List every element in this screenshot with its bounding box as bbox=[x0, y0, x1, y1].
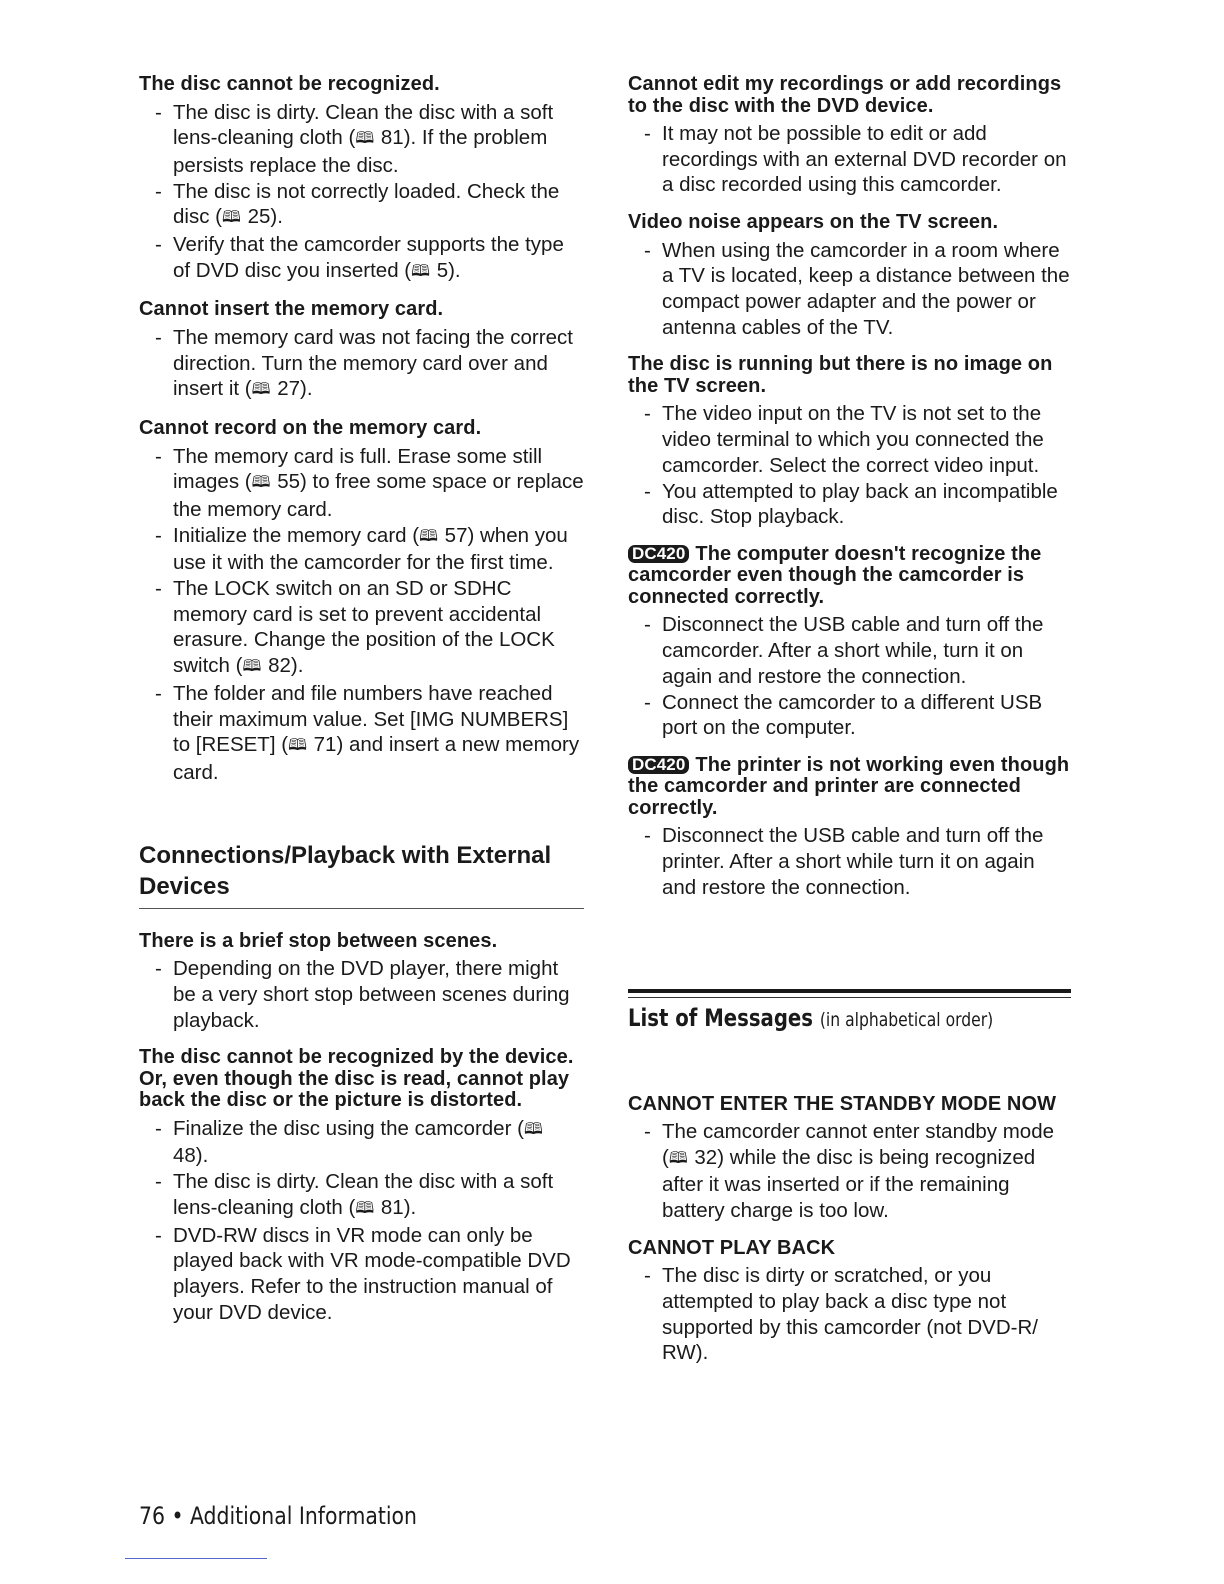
book-reference-icon: 🕮 bbox=[288, 737, 307, 755]
messages-title: List of Messages bbox=[628, 1003, 813, 1032]
problem-title: Cannot insert the memory card. bbox=[139, 298, 444, 321]
problem-list bbox=[139, 931, 584, 1326]
bullet-dash: - bbox=[155, 233, 162, 257]
problem-title: Cannot record on the memory card. bbox=[139, 417, 482, 440]
messages-heading bbox=[628, 1004, 993, 1032]
book-reference-icon: 🕮 bbox=[411, 262, 430, 280]
fix-item: - The LOCK switch on an SD or SDHC memory card is set to prevent accidental erasure. Change the position of the LOCK switch (🕮 82). bbox=[155, 577, 555, 678]
bullet-dash: - bbox=[155, 1170, 162, 1194]
messages-section bbox=[628, 989, 1073, 1367]
fix-list bbox=[628, 1119, 1073, 1224]
right-column bbox=[628, 74, 1073, 1380]
fix-list bbox=[628, 121, 1073, 198]
thin-divider bbox=[628, 997, 1071, 998]
thick-divider bbox=[628, 989, 1071, 993]
bullet-dash: - bbox=[155, 100, 162, 124]
fix-item: - The memory card was not facing the correct direction. Turn the memory card over and insert it (🕮 27). bbox=[155, 325, 573, 401]
book-reference-icon: 🕮 bbox=[242, 658, 262, 676]
fix-item: - Connect the camcorder to a different USB port on the computer. bbox=[644, 690, 1043, 740]
fix-item: - Initialize the memory card (🕮 57) when you use it with the camcorder for the first time. bbox=[155, 523, 568, 575]
problem-block bbox=[628, 212, 1073, 340]
fix-item: - Verify that the camcorder supports the type of DVD disc you inserted (🕮 5). bbox=[155, 233, 564, 282]
fix-item: - The memory card is full. Erase some still images (🕮 55) to free some space or replace the memory card. bbox=[155, 444, 584, 521]
problem-block bbox=[139, 299, 584, 404]
bullet-dash: - bbox=[644, 122, 651, 145]
bullet-dash: - bbox=[155, 523, 162, 547]
bullet-dash: - bbox=[644, 690, 651, 714]
fix-item: - Finalize the disc using the camcorder (🕮 48). bbox=[155, 1116, 543, 1168]
book-reference-icon: 🕮 bbox=[355, 130, 375, 148]
problem-block bbox=[628, 1238, 1073, 1366]
problem-block bbox=[139, 931, 584, 1034]
section-heading: Connections/Playback with External Devices bbox=[139, 841, 552, 900]
bullet-dash: - bbox=[155, 681, 162, 705]
fix-item: - The video input on the TV is not set to the video terminal to which you connected the camcorder. Select the correct video input. bbox=[644, 402, 1044, 477]
fix-item: - Depending on the DVD player, there might be a very short stop between scenes during playback. bbox=[155, 957, 570, 1032]
problem-title: DC420 The computer doesn't recognize the camcorder even though the camcorder is connected correctly. bbox=[628, 542, 1042, 608]
bullet-dash: - bbox=[155, 1223, 162, 1247]
book-reference-icon: 🕮 bbox=[355, 1199, 375, 1217]
model-badge: DC420 bbox=[628, 756, 689, 774]
fix-list bbox=[628, 238, 1073, 341]
message-title: CANNOT PLAY BACK bbox=[628, 1236, 836, 1259]
problem-title: There is a brief stop between scenes. bbox=[139, 929, 498, 952]
problem-block bbox=[628, 1094, 1073, 1224]
fix-item: - It may not be possible to edit or add recordings with an external DVD recorder on a disc recorded using this camcorder. bbox=[644, 122, 1067, 197]
bullet-dash: - bbox=[155, 325, 162, 349]
problem-block bbox=[139, 74, 584, 285]
fix-item: - DVD-RW discs in VR mode can only be played back with VR mode-compatible DVD players. Refer to the instruction manual of your DVD device. bbox=[155, 1223, 571, 1324]
fix-item: - The disc is dirty. Clean the disc with a soft lens-cleaning cloth (🕮 81). bbox=[155, 1170, 554, 1219]
bullet-dash: - bbox=[644, 824, 651, 848]
bullet-dash: - bbox=[644, 1120, 651, 1144]
problem-block bbox=[139, 1047, 584, 1325]
bullet-dash: - bbox=[644, 238, 651, 262]
problem-block bbox=[628, 74, 1073, 198]
model-badge: DC420 bbox=[628, 545, 689, 563]
page-footer: 76 • Additional Information bbox=[139, 1502, 417, 1530]
book-reference-icon: 🕮 bbox=[251, 381, 271, 399]
fix-list bbox=[139, 325, 584, 404]
fix-item: - When using the camcorder in a room where a TV is located, keep a distance between the compact power adapter and the power or antenna cables of the TV. bbox=[644, 238, 1070, 339]
bullet-dash: - bbox=[155, 179, 162, 203]
fix-list bbox=[628, 612, 1073, 741]
fix-item: - The disc is dirty. Clean the disc with a soft lens-cleaning cloth (🕮 81). If the problem persists replace the disc. bbox=[155, 100, 554, 177]
problem-block bbox=[628, 544, 1073, 741]
fix-list bbox=[628, 1263, 1073, 1366]
bullet-dash: - bbox=[644, 1264, 651, 1288]
book-reference-icon: 🕮 bbox=[221, 209, 241, 227]
fix-item: - Disconnect the USB cable and turn off the printer. After a short while turn it on again and restore the connection. bbox=[644, 824, 1044, 899]
fix-list bbox=[139, 1116, 584, 1326]
fix-item: - The disc is dirty or scratched, or you attempted to play back a disc type not supported by this camcorder (not DVD-R/ RW). bbox=[644, 1264, 1038, 1365]
fix-list bbox=[139, 100, 584, 286]
problem-list bbox=[628, 74, 1073, 901]
problem-title: The disc cannot be recognized by the device. Or, even though the disc is read, cannot play back the disc or the picture is distorted. bbox=[139, 1046, 574, 1112]
fix-item: - The folder and file numbers have reached their maximum value. Set [IMG NUMBERS] to [RESET] (🕮 71) and insert a new memory card. bbox=[155, 681, 580, 784]
fix-item: - The disc is not correctly loaded. Check the disc (🕮 25). bbox=[155, 179, 560, 229]
bullet-dash: - bbox=[155, 957, 162, 981]
fix-item: - You attempted to play back an incompatible disc. Stop playback. bbox=[644, 479, 1058, 529]
problem-title: The disc cannot be recognized. bbox=[139, 73, 440, 95]
message-list bbox=[628, 1094, 1073, 1367]
bullet-dash: - bbox=[155, 444, 162, 468]
section-divider bbox=[139, 908, 584, 909]
bullet-dash: - bbox=[644, 402, 651, 426]
problem-title: Video noise appears on the TV screen. bbox=[628, 211, 999, 234]
problem-block bbox=[139, 418, 584, 786]
problem-list bbox=[139, 74, 584, 786]
problem-block bbox=[628, 755, 1073, 901]
book-reference-icon: 🕮 bbox=[668, 1149, 688, 1167]
fix-item: - Disconnect the USB cable and turn off the camcorder. After a short while, turn it on again and restore the connection. bbox=[644, 613, 1044, 688]
message-title: CANNOT ENTER THE STANDBY MODE NOW bbox=[628, 1092, 1057, 1115]
bullet-dash: - bbox=[644, 479, 651, 503]
fix-list bbox=[139, 444, 584, 786]
fix-list bbox=[628, 401, 1073, 530]
book-reference-icon: 🕮 bbox=[251, 474, 271, 492]
problem-title: The disc is running but there is no image on the TV screen. bbox=[628, 353, 1053, 397]
fix-list bbox=[139, 956, 584, 1033]
bullet-dash: - bbox=[644, 613, 651, 637]
left-column bbox=[139, 74, 584, 1339]
problem-block bbox=[628, 354, 1073, 530]
fix-list bbox=[628, 823, 1073, 900]
fix-item: - The camcorder cannot enter standby mode (🕮 32) while the disc is being recognized after it was inserted or if the remaining battery charge is too low. bbox=[644, 1120, 1054, 1223]
problem-title: Cannot edit my recordings or add recordings to the disc with the DVD device. bbox=[628, 73, 1062, 117]
messages-subtitle: (in alphabetical order) bbox=[819, 1008, 994, 1031]
book-reference-icon: 🕮 bbox=[523, 1120, 543, 1138]
bullet-dash: - bbox=[155, 1116, 162, 1140]
bullet-dash: - bbox=[155, 577, 162, 601]
footer-rule bbox=[125, 1558, 267, 1559]
problem-title: DC420 The printer is not working even though the camcorder and printer are connected correctly. bbox=[628, 753, 1070, 819]
book-reference-icon: 🕮 bbox=[419, 527, 438, 545]
